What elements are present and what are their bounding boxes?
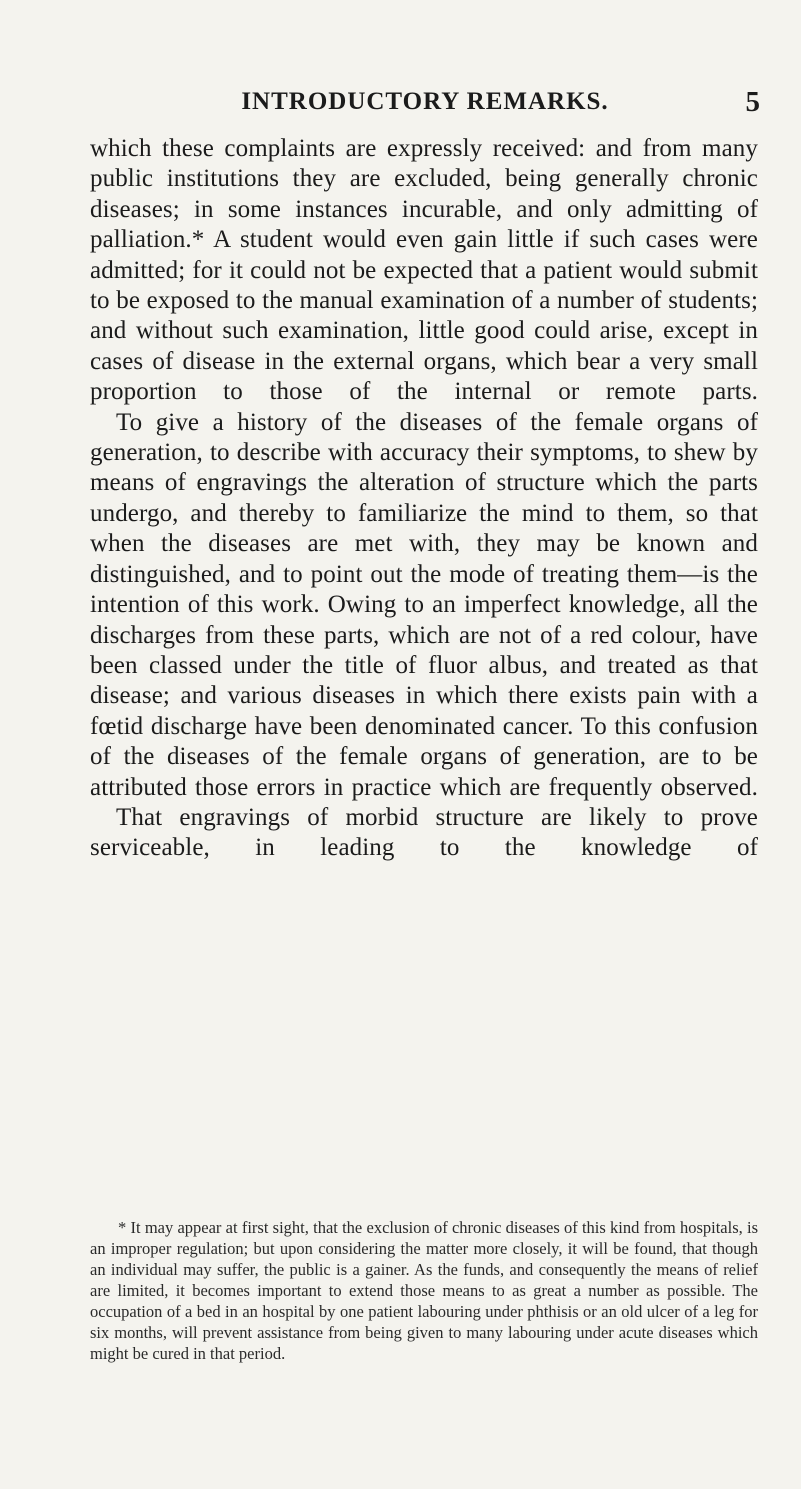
paragraph-engravings: That engravings of morbid structure are likely to prove serviceable, in leading to the knowledge of [90, 803, 758, 862]
running-head: INTRODUCTORY REMARKS. [241, 88, 609, 115]
main-text [90, 134, 758, 864]
footnote-text: * It may appear at first sight, that the exclusion of chronic diseases of this kind from hospitals, is an improper regulation; but upon considering the matter more closely, it will be found, that though an individual may suffer, the public is a gainer. As the funds, and consequently the means of relief are limited, it becomes important to extend those means to as great a number as possible. The occupation of a bed in an hospital by one patient labouring under phthisis or an old ulcer of a leg for six months, will prevent assistance from being given to many labouring under acute diseases which might be cured in that period. [90, 1218, 758, 1363]
page-header [90, 88, 760, 122]
paragraph-intention: To give a history of the diseases of the female organs of generation, to describe with accuracy their symptoms, to shew by means of engravings the alteration of structure which the parts undergo, and thereby to familiarize the mind to them, so that when the diseases are met with, they may be known and distinguished, and to point out the mode of treating them—is the intention of this work. Owing to an imperfect knowledge, all the discharges from these parts, which are not of a red colour, have been classed under the title of fluor albus, and treated as that disease; and various diseases in which there exists pain with a fœtid discharge have been denominated cancer. To this confusion of the diseases of the female organs of generation, are to be attributed those errors in practice which are frequently observed. [90, 408, 758, 801]
paragraph-continued: which these complaints are expressly received: and from many public institutions they are excluded, being generally chronic diseases; in some instances incurable, and only admitting of palliation.* A student would even gain little if such cases were admitted; for it could not be expected that a patient would submit to be exposed to the manual examination of a number of students; and without such examination, little good could arise, except in cases of disease in the external organs, which bear a very small proportion to those of the internal or remote parts. [90, 135, 758, 406]
footnote [90, 1217, 758, 1364]
page-number: 5 [745, 86, 760, 118]
